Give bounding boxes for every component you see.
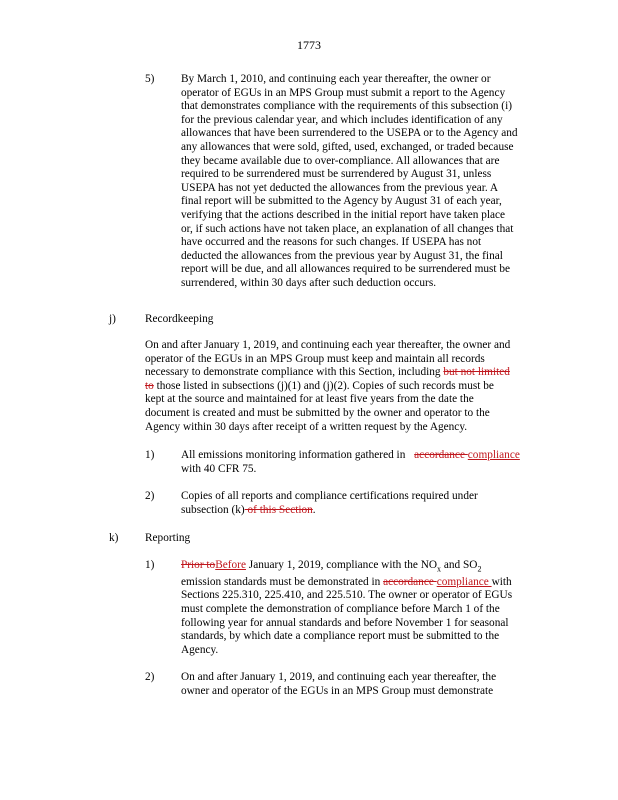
inserted-text: Before <box>215 559 246 571</box>
k-item-2-marker: 2) <box>145 671 155 683</box>
k-item-1-line <box>181 576 512 590</box>
j-para-line: document is created and must be submitted by the owner and operator to the <box>145 406 490 419</box>
j-item-2-line: Copies of all reports and compliance certifications required under <box>181 490 478 502</box>
j-para-line: operator of the EGUs in an MPS Group must keep and maintain all records <box>145 352 485 365</box>
j-item-1-text <box>181 449 520 476</box>
j-item-2-text <box>181 490 478 517</box>
item-5-line: for the previous calendar year, and which includes identification of any <box>181 113 503 126</box>
j-para-line <box>145 366 510 380</box>
item-5-line: surrendered, within 30 days after such deduction occurs. <box>181 276 437 289</box>
section-j-paragraph <box>145 339 510 434</box>
j-para-text: those listed in subsections (j)(1) and (j)(2). Copies of such records must be <box>153 379 494 392</box>
text: All emissions monitoring information gathered in <box>181 449 409 461</box>
deleted-text: but not limited <box>443 366 510 379</box>
k-item-2-text <box>181 671 496 698</box>
item-5-line: deducted the allowances from the previous year by August 31, the final <box>181 249 503 262</box>
item-5-line: have occurred and the reasons for such changes. If USEPA has not <box>181 236 482 249</box>
text: with <box>491 575 512 588</box>
item-5-line: allowances that have been surrendered to the USEPA or to the Agency and <box>181 127 518 140</box>
deleted-text: accordance <box>414 449 468 461</box>
j-item-1-marker: 1) <box>145 449 155 461</box>
item-5-line: By March 1, 2010, and continuing each year thereafter, the owner or <box>181 73 491 85</box>
section-k-marker: k) <box>109 532 119 544</box>
page-number: 1773 <box>297 38 321 52</box>
k-item-2-line: owner and operator of the EGUs in an MPS Group must demonstrate <box>181 684 494 697</box>
item-5-line: USEPA has not yet deducted the allowances from the previous year. A <box>181 181 499 194</box>
item-5-line: they became available due to over-compliance. All allowances that are <box>181 154 500 167</box>
text: and SO <box>441 559 478 571</box>
item-5-line: operator of EGUs in an MPS Group must submit a report to the Agency <box>181 86 506 99</box>
item-5-line: final report will be submitted to the Agency by August 31 of each year, <box>181 195 502 208</box>
k-item-1-text <box>181 559 512 657</box>
j-para-line: On and after January 1, 2019, and continuing each year thereafter, the owner and <box>145 339 511 351</box>
j-item-1-line: with 40 CFR 75. <box>181 462 257 475</box>
item-5-text <box>181 73 518 291</box>
deleted-text: accordance <box>383 575 437 588</box>
text: January 1, 2019, compliance with the NO <box>245 559 438 571</box>
text: subsection (k) <box>181 503 245 516</box>
item-5-line: or, if such actions have not taken place, an explanation of all changes that <box>181 222 514 235</box>
deleted-text: of this Section <box>244 503 313 516</box>
k-item-1-marker: 1) <box>145 559 155 571</box>
k-item-1-line: Sections 225.310, 225.410, and 225.510. The owner or operator of EGUs <box>181 589 513 602</box>
item-5-line: verifying that the actions described in the initial report have taken place <box>181 208 506 221</box>
section-j-marker: j) <box>109 313 116 325</box>
k-item-1-line <box>181 559 512 576</box>
item-5-line: report will be due, and all allowances required to be surrendered must be <box>181 263 511 276</box>
j-para-text: necessary to demonstrate compliance with this Section, including <box>145 366 444 379</box>
k-item-2-line: On and after January 1, 2019, and continuing each year thereafter, the <box>181 671 497 683</box>
j-para-line: Agency within 30 days after receipt of a written request by the Agency. <box>145 420 468 433</box>
k-item-1-line: following year for annual standards and before November 1 for seasonal <box>181 616 509 629</box>
k-item-1-line: Agency. <box>181 643 219 656</box>
j-item-2-line <box>181 504 478 518</box>
deleted-text: to <box>145 379 154 392</box>
subscript: 2 <box>477 564 482 574</box>
j-para-line <box>145 380 510 394</box>
inserted-text: compliance <box>467 449 520 461</box>
j-item-2-marker: 2) <box>145 490 155 502</box>
k-item-1-line: must complete the demonstration of compliance before March 1 of the <box>181 603 500 616</box>
j-para-line: kept at the source and maintained for at least five years from the date the <box>145 393 474 406</box>
k-item-1-line: standards, by which date a compliance report must be submitted to the <box>181 630 500 643</box>
item-5-line: that demonstrates compliance with the requirements of this subsection (i) <box>181 100 512 113</box>
section-j-heading: Recordkeeping <box>145 313 214 325</box>
section-k-heading: Reporting <box>145 532 191 544</box>
subscript: x <box>437 564 442 574</box>
inserted-text: compliance <box>436 575 492 588</box>
item-5-line: required to be surrendered must be surrendered by August 31, unless <box>181 168 492 181</box>
item-5-marker: 5) <box>145 73 155 85</box>
deleted-text: Prior to <box>181 559 216 571</box>
item-5-line: any allowances that were sold, gifted, used, exchanged, or traded because <box>181 140 514 153</box>
j-item-1-line <box>181 449 520 463</box>
text: emission standards must be demonstrated in <box>181 575 384 588</box>
text: . <box>312 503 316 516</box>
